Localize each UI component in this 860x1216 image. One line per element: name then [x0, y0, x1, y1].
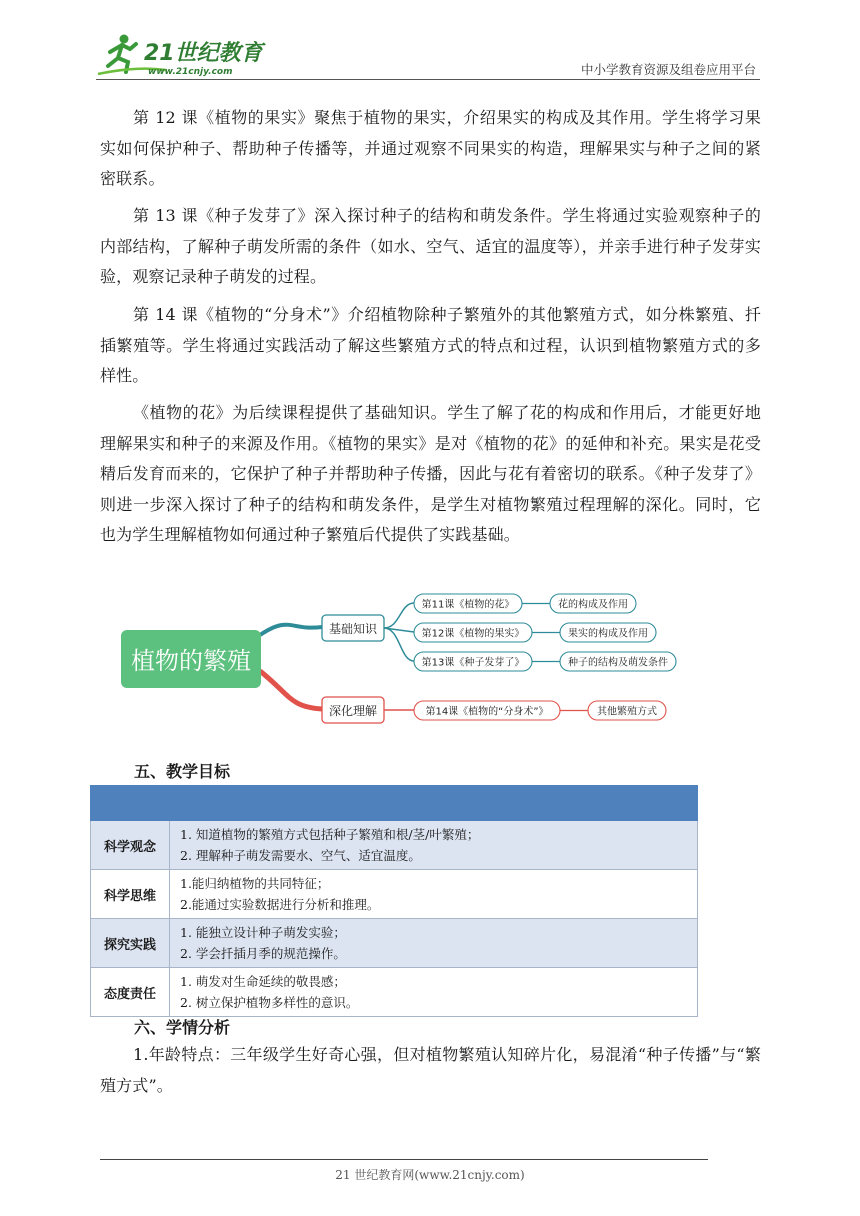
goal-line: 1.能归纳植物的共同特征； — [180, 876, 330, 891]
mindmap-lesson-12-label: 第12课《植物的果实》 — [421, 628, 525, 640]
mindmap-topic-seed-label: 种子的结构及萌发条件 — [568, 657, 668, 669]
mindmap-branch-basic-label: 基础知识 — [328, 622, 378, 636]
goals-table-header-row — [91, 786, 698, 821]
table-row — [91, 821, 698, 870]
goal-content — [170, 870, 698, 919]
paragraph-lesson-13: 第 13 课《种子发芽了》深入探讨种子的结构和萌发条件。学生将通过实验观察种子的内部结构，了解种子萌发所需的条件（如水、空气、适宜的温度等），并亲手进行种子发芽实验，观察记录种子萌发的过程。 — [100, 206, 761, 286]
goal-label: 态度责任 — [91, 968, 170, 1017]
goal-label: 科学观念 — [91, 821, 170, 870]
mindmap-lesson-14-label: 第14课《植物的“分身术”》 — [425, 706, 549, 718]
goals-table — [90, 785, 698, 1017]
goals-table-header-cell — [91, 786, 170, 821]
mindmap — [100, 585, 700, 725]
header-platform-text: 中小学教育资源及组卷应用平台 — [580, 62, 756, 77]
mindmap-lesson-13-label: 第13课《种子发芽了》 — [421, 657, 525, 669]
mindmap-lesson-11-label: 第11课《植物的花》 — [421, 599, 515, 611]
mindmap-topic-fruit-label: 果实的构成及作用 — [568, 628, 648, 640]
header-divider — [96, 79, 760, 80]
section-title-goals: 五、教学目标 — [134, 762, 231, 781]
paragraph-age: 1.年龄特点：三年级学生好奇心强，但对植物繁殖认知碎片化，易混淆“种子传播”与“繁殖方式”。 — [100, 1045, 761, 1095]
table-row — [91, 870, 698, 919]
mindmap-topic-other-label: 其他繁殖方式 — [597, 706, 657, 718]
logo-url: www.21cnjy.com — [148, 67, 233, 77]
table-row — [91, 919, 698, 968]
mindmap-link-deep — [260, 671, 322, 709]
goal-content — [170, 919, 698, 968]
paragraph-lesson-14: 第 14 课《植物的“分身术”》介绍植物除种子繁殖外的其他繁殖方式，如分株繁殖、扦插繁殖等。学生将通过实践活动了解这些繁殖方式的特点和过程，认识到植物繁殖方式的多样性。 — [100, 305, 761, 385]
footer-text: 21 世纪教育网(www.21cnjy.com) — [335, 1168, 525, 1182]
paragraph-relation: 《植物的花》为后续课程提供了基础知识。学生了解了花的构成和作用后，才能更好地理解果实和种子的来源及作用。《植物的果实》是对《植物的花》的延伸和补充。果实是花受精后发育而来的，它保护了种子并帮助种子传播，因此与花有着密切的联系。《种子发芽了》则进一步深入探讨了种子的结构和萌发条件，是学生对植物繁殖过程理解的深化。同时，它也为学生理解植物如何通过种子繁殖后代提供了实践基础。 — [100, 403, 761, 544]
mindmap-root-label: 植物的繁殖 — [131, 647, 251, 675]
footer-divider — [100, 1159, 708, 1160]
goal-line: 2. 学会扦插月季的规范操作。 — [180, 946, 346, 961]
goal-label: 探究实践 — [91, 919, 170, 968]
site-logo — [96, 30, 266, 80]
goal-line: 1. 知道植物的繁殖方式包括种子繁殖和根/茎/叶繁殖； — [180, 827, 480, 842]
mindmap-topic-flower-label: 花的构成及作用 — [558, 599, 628, 611]
logo-text: 21世纪教育 — [144, 41, 263, 66]
paragraph-lesson-12: 第 12 课《植物的果实》聚焦于植物的果实，介绍果实的构成及其作用。学生将学习果实如何保护种子、帮助种子传播等，并通过观察不同果实的构造，理解果实与种子之间的紧密联系。 — [100, 108, 761, 188]
goal-line: 2. 理解种子萌发需要水、空气、适宜温度。 — [180, 848, 421, 863]
mindmap-link-basic — [260, 625, 322, 635]
goal-label: 科学思维 — [91, 870, 170, 919]
goal-line: 2.能通过实验数据进行分析和推理。 — [180, 897, 380, 912]
goal-line: 2. 树立保护植物多样性的意识。 — [180, 995, 359, 1010]
goals-table-header-cell — [170, 786, 698, 821]
mindmap-branch-deep-label: 深化理解 — [328, 704, 378, 718]
goal-line: 1. 萌发对生命延续的敬畏感； — [180, 974, 346, 989]
table-row — [91, 968, 698, 1017]
goal-content — [170, 968, 698, 1017]
goal-content — [170, 821, 698, 870]
section-title-analysis: 六、学情分析 — [134, 1018, 231, 1037]
goal-line: 1. 能独立设计种子萌发实验； — [180, 925, 346, 940]
